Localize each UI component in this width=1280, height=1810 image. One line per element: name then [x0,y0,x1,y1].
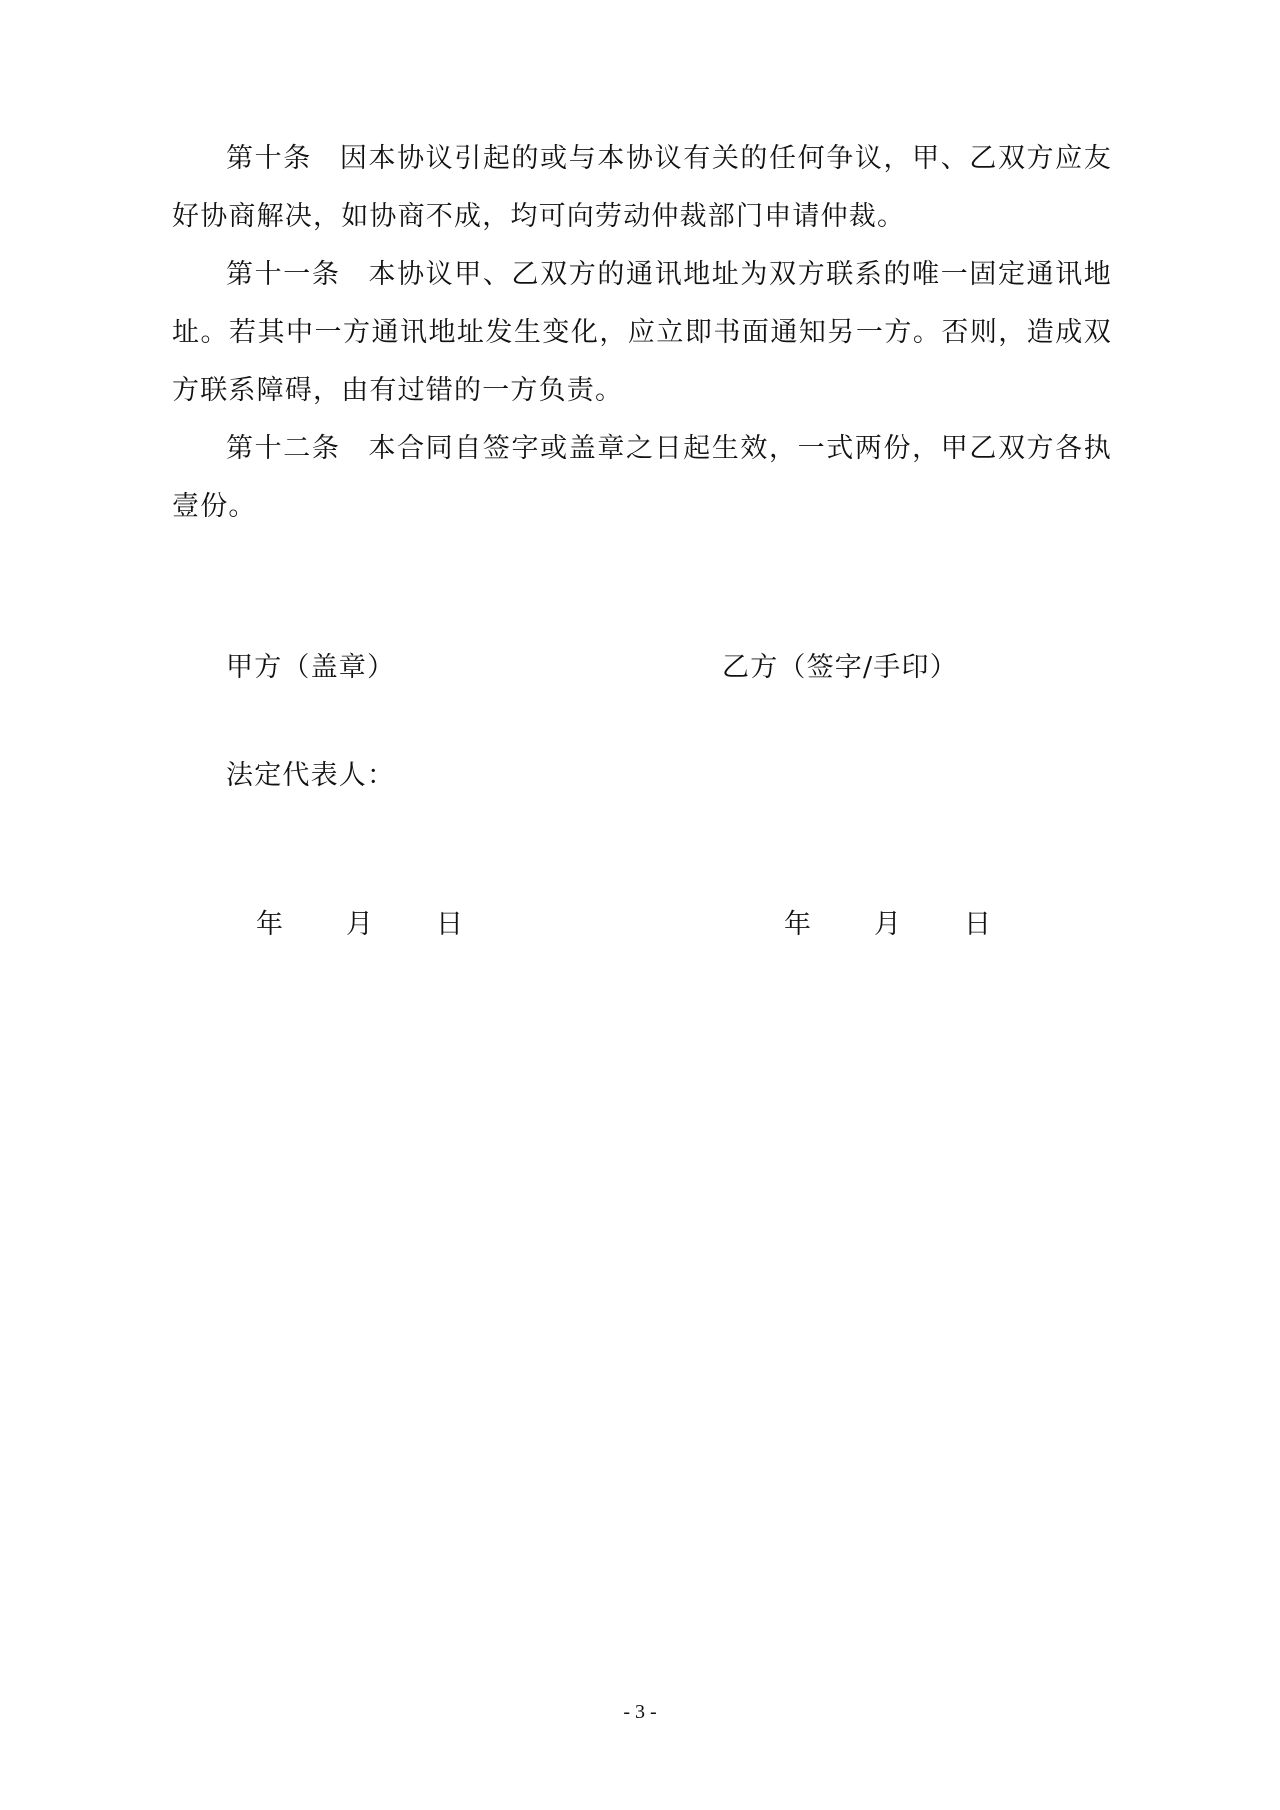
clause-10 [172,130,1112,246]
clause-number: 第十条 [226,143,312,174]
clause-text: 本合同自签字或盖章之日起生效，一式两份，甲乙双方各执壹份。 [172,433,1112,522]
party-b-signature-label: 乙方（签字/手印） [722,652,958,683]
party-b-date [784,905,1054,945]
year-label: 年 [784,909,811,940]
clause-text: 因本协议引起的或与本协议有关的任何争议，甲、乙双方应友好协商解决，如协商不成，均可向劳动仲裁部门申请仲裁。 [172,143,1112,232]
party-a-seal-label: 甲方（盖章） [226,652,396,683]
month-label: 月 [346,909,373,940]
clause-12 [172,420,1112,536]
legal-representative-label: 法定代表人： [226,760,396,791]
page-number: - 3 - [623,1701,657,1723]
day-label: 日 [436,909,463,940]
month-label: 月 [874,909,901,940]
clause-text: 本协议甲、乙双方的通讯地址为双方联系的唯一固定通讯地址。若其中一方通讯地址发生变化，应立即书面通知另一方。否则，造成双方联系障碍，由有过错的一方负责。 [172,259,1112,406]
clause-11 [172,246,1112,420]
contract-clauses [172,130,1112,536]
year-label: 年 [256,909,283,940]
clause-number: 第十二条 [226,433,341,464]
day-label: 日 [964,909,991,940]
clause-number: 第十一条 [226,259,341,290]
party-a-date [256,905,526,945]
